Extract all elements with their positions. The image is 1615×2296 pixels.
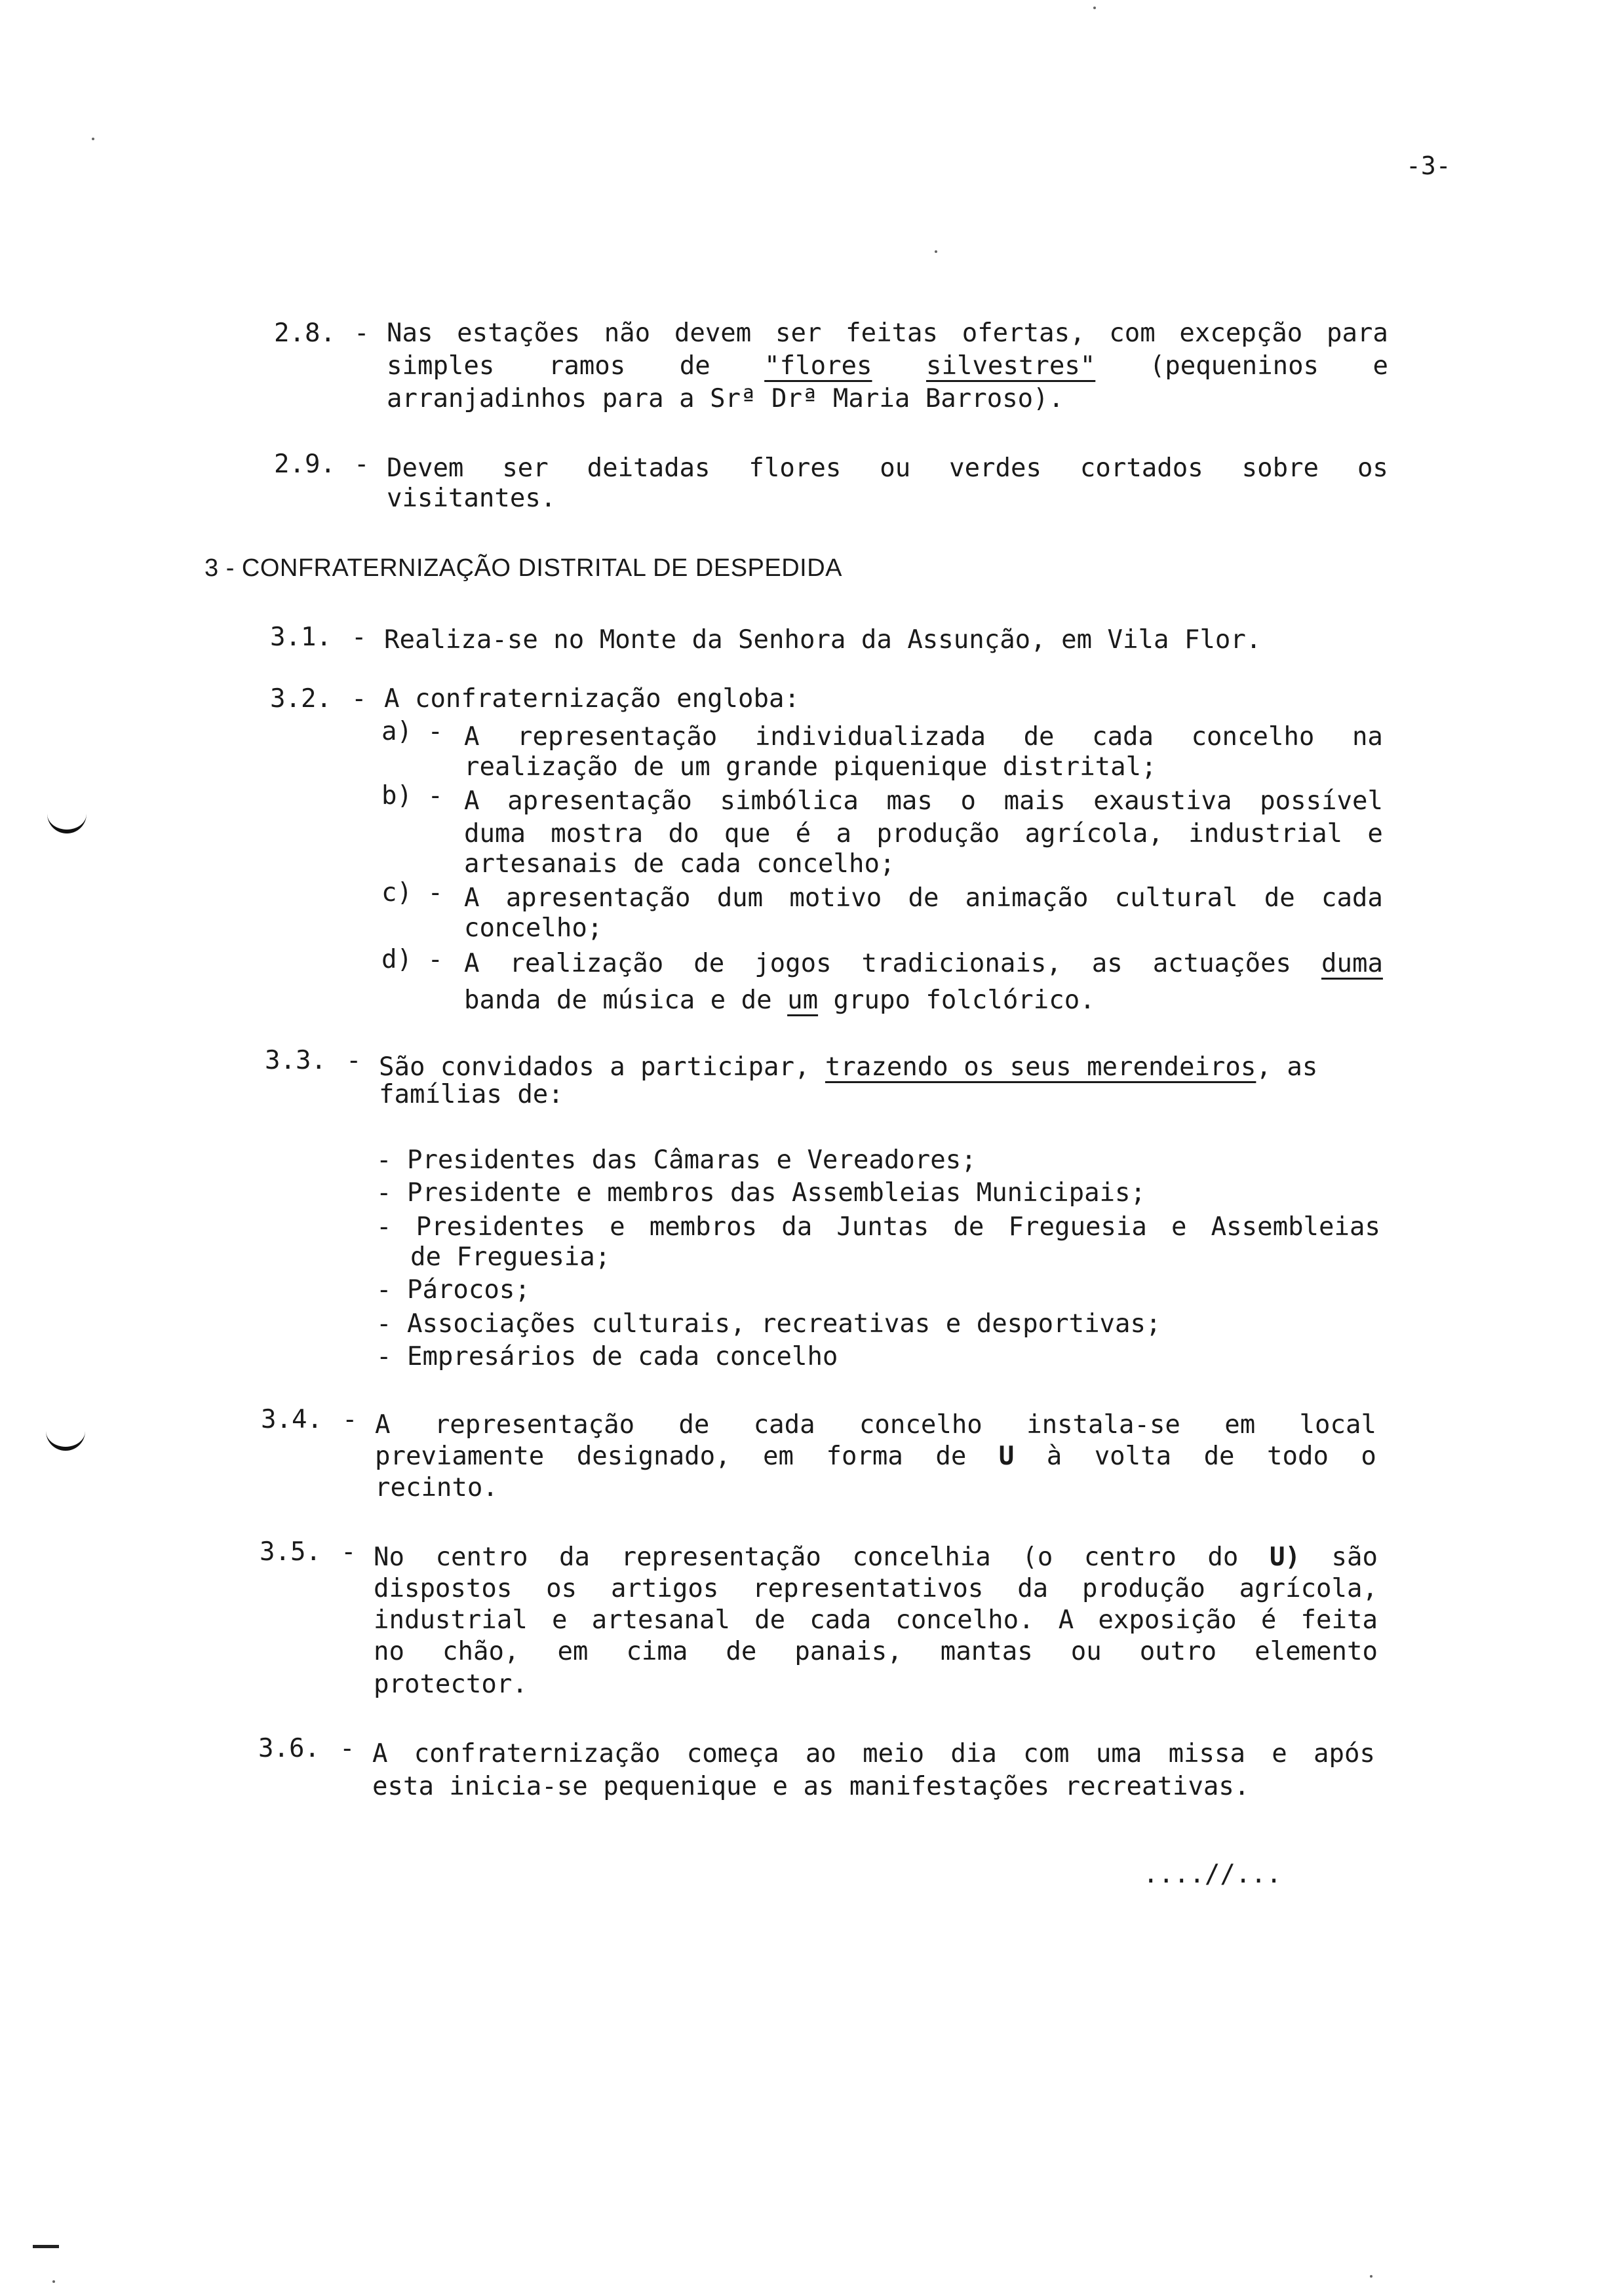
section-3-3-line-2: famílias de: — [379, 1080, 564, 1109]
word: dum — [716, 883, 764, 913]
word: (pequeninos — [1149, 351, 1319, 381]
word: centro — [435, 1542, 528, 1572]
word: jogos — [754, 949, 832, 978]
item-d-label: d) - — [381, 945, 443, 974]
word: realização — [509, 949, 664, 978]
section-2-9-dash: - — [354, 450, 370, 479]
word: da — [559, 1542, 591, 1572]
word: o — [1361, 1442, 1376, 1471]
word: em — [763, 1442, 794, 1471]
word: representação — [621, 1542, 821, 1572]
word: silvestres" — [926, 351, 1096, 381]
word: "flores — [764, 351, 872, 381]
word: com — [1023, 1739, 1070, 1769]
word: à — [1046, 1442, 1062, 1471]
section-3-3-dash: - — [346, 1046, 362, 1075]
invitee-item: - Presidente e membros das Assembleias Municipais; — [376, 1178, 1146, 1208]
word: feitas — [846, 318, 939, 348]
word: missa — [1168, 1739, 1245, 1769]
section-3-6-line-2: esta inicia-se pequenique e as manifestações recreativas. — [372, 1772, 1250, 1801]
section-3-5-line-2 — [374, 1573, 1378, 1605]
section-3-5-number: 3.5. — [260, 1537, 321, 1567]
section-3-5-line-5: protector. — [374, 1670, 528, 1699]
word: duma — [464, 819, 526, 849]
word: ofertas, — [962, 318, 1085, 348]
scan-speck — [92, 138, 94, 140]
word: outro — [1139, 1637, 1217, 1666]
word: animação — [965, 883, 1089, 913]
word: A — [464, 722, 480, 752]
word: excepção — [1179, 318, 1303, 348]
word: (o — [1022, 1542, 1053, 1572]
word: concelho — [859, 1410, 983, 1440]
word: forma — [826, 1442, 903, 1471]
word: para — [1326, 318, 1388, 348]
word: e — [551, 1605, 568, 1635]
word: artesanal — [591, 1605, 730, 1635]
section-3-4-dash: - — [342, 1405, 358, 1434]
word: de — [678, 1410, 710, 1440]
word: são — [1331, 1542, 1378, 1572]
word: em — [1224, 1410, 1256, 1440]
word: agrícola, — [1239, 1574, 1378, 1603]
word: devem — [674, 318, 752, 348]
word: Assembleias — [1211, 1212, 1380, 1242]
word: os — [546, 1574, 577, 1603]
word: U) — [1269, 1542, 1300, 1572]
word: representação — [434, 1410, 635, 1440]
word: que — [724, 819, 771, 849]
word: com — [1109, 318, 1156, 348]
word: apresentação — [507, 786, 692, 816]
word: ser — [502, 453, 549, 483]
word: cortados — [1080, 453, 1203, 483]
word: U — [998, 1442, 1015, 1471]
word: previamente — [375, 1442, 545, 1471]
section-3-3-number: 3.3. — [265, 1046, 326, 1075]
word: de — [726, 1637, 757, 1666]
word: representação — [517, 722, 718, 752]
word: apresentação — [505, 883, 691, 913]
word: no — [374, 1637, 404, 1666]
section-2-9-number: 2.9. — [274, 450, 336, 479]
word: No — [374, 1542, 404, 1572]
word: da — [1017, 1574, 1049, 1603]
scan-speck — [33, 2245, 59, 2248]
item-b-line-3: artesanais de cada concelho; — [464, 849, 895, 879]
word: a — [836, 819, 851, 849]
section-3-6-number: 3.6. — [258, 1734, 320, 1763]
invitee-item: - Párocos; — [376, 1275, 530, 1305]
invitee-item: - Associações culturais, recreativas e desportivas; — [376, 1309, 1161, 1339]
scan-speck — [1370, 2275, 1372, 2278]
word: exposição — [1098, 1605, 1237, 1635]
word: após — [1313, 1739, 1375, 1769]
word: é — [795, 819, 811, 849]
word: elemento — [1255, 1637, 1378, 1666]
word: artigos — [610, 1574, 719, 1603]
word: possível — [1260, 786, 1383, 816]
section-3-4-number: 3.4. — [261, 1405, 322, 1434]
word: e — [1367, 819, 1383, 849]
word: ramos — [548, 351, 626, 381]
word: o — [960, 786, 977, 816]
invitee-item-continued: de Freguesia; — [410, 1242, 611, 1272]
section-2-9-line-2: visitantes. — [387, 484, 556, 513]
word: meio — [863, 1739, 925, 1769]
word: concelhia — [852, 1542, 991, 1572]
word: centro — [1083, 1542, 1177, 1572]
word: da — [781, 1212, 813, 1242]
section-3-2-dash: - — [351, 684, 367, 714]
word: as — [1091, 949, 1123, 978]
section-2-8-line-3: arranjadinhos para a Srª Drª Maria Barroso). — [387, 384, 1064, 413]
item-b-line-2 — [464, 818, 1383, 851]
item-c-line-1 — [464, 882, 1383, 915]
item-d-line-2: banda de música e de um grupo folclórico. — [464, 985, 1095, 1015]
word: mostra — [551, 819, 644, 849]
word: A — [464, 883, 480, 913]
word: representativos — [752, 1574, 984, 1603]
word: motivo — [789, 883, 882, 913]
punch-hole-mark — [46, 1430, 85, 1451]
word: de — [1023, 722, 1055, 752]
word: Devem — [387, 453, 464, 483]
word: mantas — [940, 1637, 1033, 1666]
section-3-5-line-4 — [374, 1636, 1378, 1668]
section-2-8-line-1 — [387, 317, 1388, 350]
section-2-8-dash: - — [354, 318, 370, 348]
word: de — [1264, 883, 1295, 913]
word: chão, — [442, 1637, 520, 1666]
word: membros — [649, 1212, 758, 1242]
word: estações — [457, 318, 580, 348]
word: - — [376, 1212, 392, 1242]
word: cada — [1321, 883, 1383, 913]
word: A — [464, 786, 480, 816]
word: todo — [1267, 1442, 1329, 1471]
word: não — [604, 318, 651, 348]
invitee-item: - Empresários de cada concelho — [376, 1342, 838, 1371]
item-c-label: c) - — [381, 878, 443, 908]
section-3-6-dash: - — [340, 1734, 355, 1763]
section-3-5-line-3 — [374, 1604, 1378, 1637]
word: Presidentes — [416, 1212, 585, 1242]
invitee-item — [376, 1211, 1380, 1244]
word: instala-se — [1026, 1410, 1180, 1440]
word: ao — [805, 1739, 836, 1769]
punch-hole-mark — [47, 813, 87, 833]
section-3-5-dash: - — [341, 1537, 357, 1567]
section-2-8-line-2 — [387, 350, 1388, 383]
word: Nas — [387, 318, 433, 348]
scan-speck — [1093, 7, 1096, 9]
word: do — [668, 819, 699, 849]
section-3-1-text: Realiza-se no Monte da Senhora da Assunção, em Vila Flor. — [384, 625, 1262, 655]
item-a-line-1 — [464, 721, 1383, 754]
word: produção — [876, 819, 1000, 849]
word: local — [1299, 1410, 1376, 1440]
word: volta — [1094, 1442, 1172, 1471]
page-number: -3- — [1406, 151, 1451, 180]
word: actuações — [1152, 949, 1292, 978]
continuation-mark: ....//... — [1143, 1860, 1282, 1889]
section-3-4-line-3: recinto. — [375, 1473, 498, 1502]
word: industrial — [374, 1605, 528, 1635]
section-2-8-number: 2.8. — [274, 318, 336, 348]
word: de — [953, 1212, 984, 1242]
word: agrícola, — [1024, 819, 1163, 849]
section-3-3-line-1: São convidados a participar, trazendo os seus merendeiros, as — [379, 1052, 1318, 1082]
word: uma — [1095, 1739, 1142, 1769]
word: Juntas — [836, 1212, 929, 1242]
word: concelho — [1191, 722, 1315, 752]
word: ou — [1070, 1637, 1102, 1666]
word: A — [375, 1410, 391, 1440]
section-3-1-number: 3.1. — [270, 622, 332, 652]
section-3-1-dash: - — [351, 622, 367, 652]
section-3-5-line-1 — [374, 1541, 1378, 1574]
word: confraternização — [414, 1739, 661, 1769]
item-a-label: a) - — [381, 717, 443, 746]
section-3-4-line-1 — [375, 1409, 1376, 1442]
section-3-2-intro: A confraternização engloba: — [384, 684, 800, 714]
word: e — [610, 1212, 625, 1242]
word: produção — [1081, 1574, 1205, 1603]
word: deitadas — [587, 453, 710, 483]
word: cada — [1092, 722, 1154, 752]
word: tradicionais, — [861, 949, 1062, 978]
word: cada — [753, 1410, 815, 1440]
word: panais, — [794, 1637, 903, 1666]
word: industrial — [1188, 819, 1343, 849]
word: os — [1357, 453, 1388, 483]
word: mas — [886, 786, 933, 816]
word: ser — [775, 318, 822, 348]
word: de — [908, 883, 939, 913]
word: exaustiva — [1093, 786, 1232, 816]
word: mais — [1003, 786, 1066, 816]
word: de — [693, 949, 725, 978]
word: duma — [1321, 949, 1383, 978]
item-b-label: b) - — [381, 781, 443, 811]
word: simbólica — [720, 786, 859, 816]
item-c-line-2: concelho; — [464, 913, 603, 943]
word: cultural — [1114, 883, 1238, 913]
word: dispostos — [374, 1574, 513, 1603]
word: flores — [749, 453, 842, 483]
word: concelho. — [895, 1605, 1034, 1635]
word: A — [1058, 1605, 1074, 1635]
scan-speck — [52, 2280, 55, 2283]
word: dia — [950, 1739, 997, 1769]
word: é — [1260, 1605, 1277, 1635]
word: em — [557, 1637, 589, 1666]
item-a-line-2: realização de um grande piquenique distrital; — [464, 752, 1157, 782]
item-b-line-1 — [464, 785, 1383, 818]
word: de — [754, 1605, 786, 1635]
word: ou — [880, 453, 911, 483]
word: do — [1207, 1542, 1239, 1572]
invitee-item: - Presidentes das Câmaras e Vereadores; — [376, 1145, 977, 1175]
section-2-9-line-1 — [387, 452, 1388, 485]
section-3-heading: 3 - CONFRATERNIZAÇÃO DISTRITAL DE DESPEDIDA — [204, 554, 843, 582]
word: de — [679, 351, 710, 381]
word: A — [464, 949, 480, 978]
word: simples — [387, 351, 495, 381]
section-3-6-line-1 — [372, 1738, 1375, 1770]
word: verdes — [949, 453, 1041, 483]
word: designado, — [576, 1442, 731, 1471]
word: de — [1203, 1442, 1235, 1471]
word: de — [935, 1442, 967, 1471]
word: sobre — [1241, 453, 1319, 483]
word: feita — [1300, 1605, 1378, 1635]
word: Freguesia — [1008, 1212, 1147, 1242]
word: e — [1272, 1739, 1287, 1769]
word: individualizada — [754, 722, 986, 752]
word: começa — [686, 1739, 779, 1769]
section-3-4-line-2 — [375, 1440, 1376, 1473]
word: na — [1352, 722, 1383, 752]
section-3-2-number: 3.2. — [270, 684, 332, 714]
item-d-line-1 — [464, 947, 1383, 980]
word: e — [1372, 351, 1388, 381]
word: e — [1171, 1212, 1187, 1242]
word: cima — [626, 1637, 688, 1666]
word: A — [372, 1739, 388, 1769]
scan-speck — [935, 250, 937, 253]
word: cada — [809, 1605, 872, 1635]
